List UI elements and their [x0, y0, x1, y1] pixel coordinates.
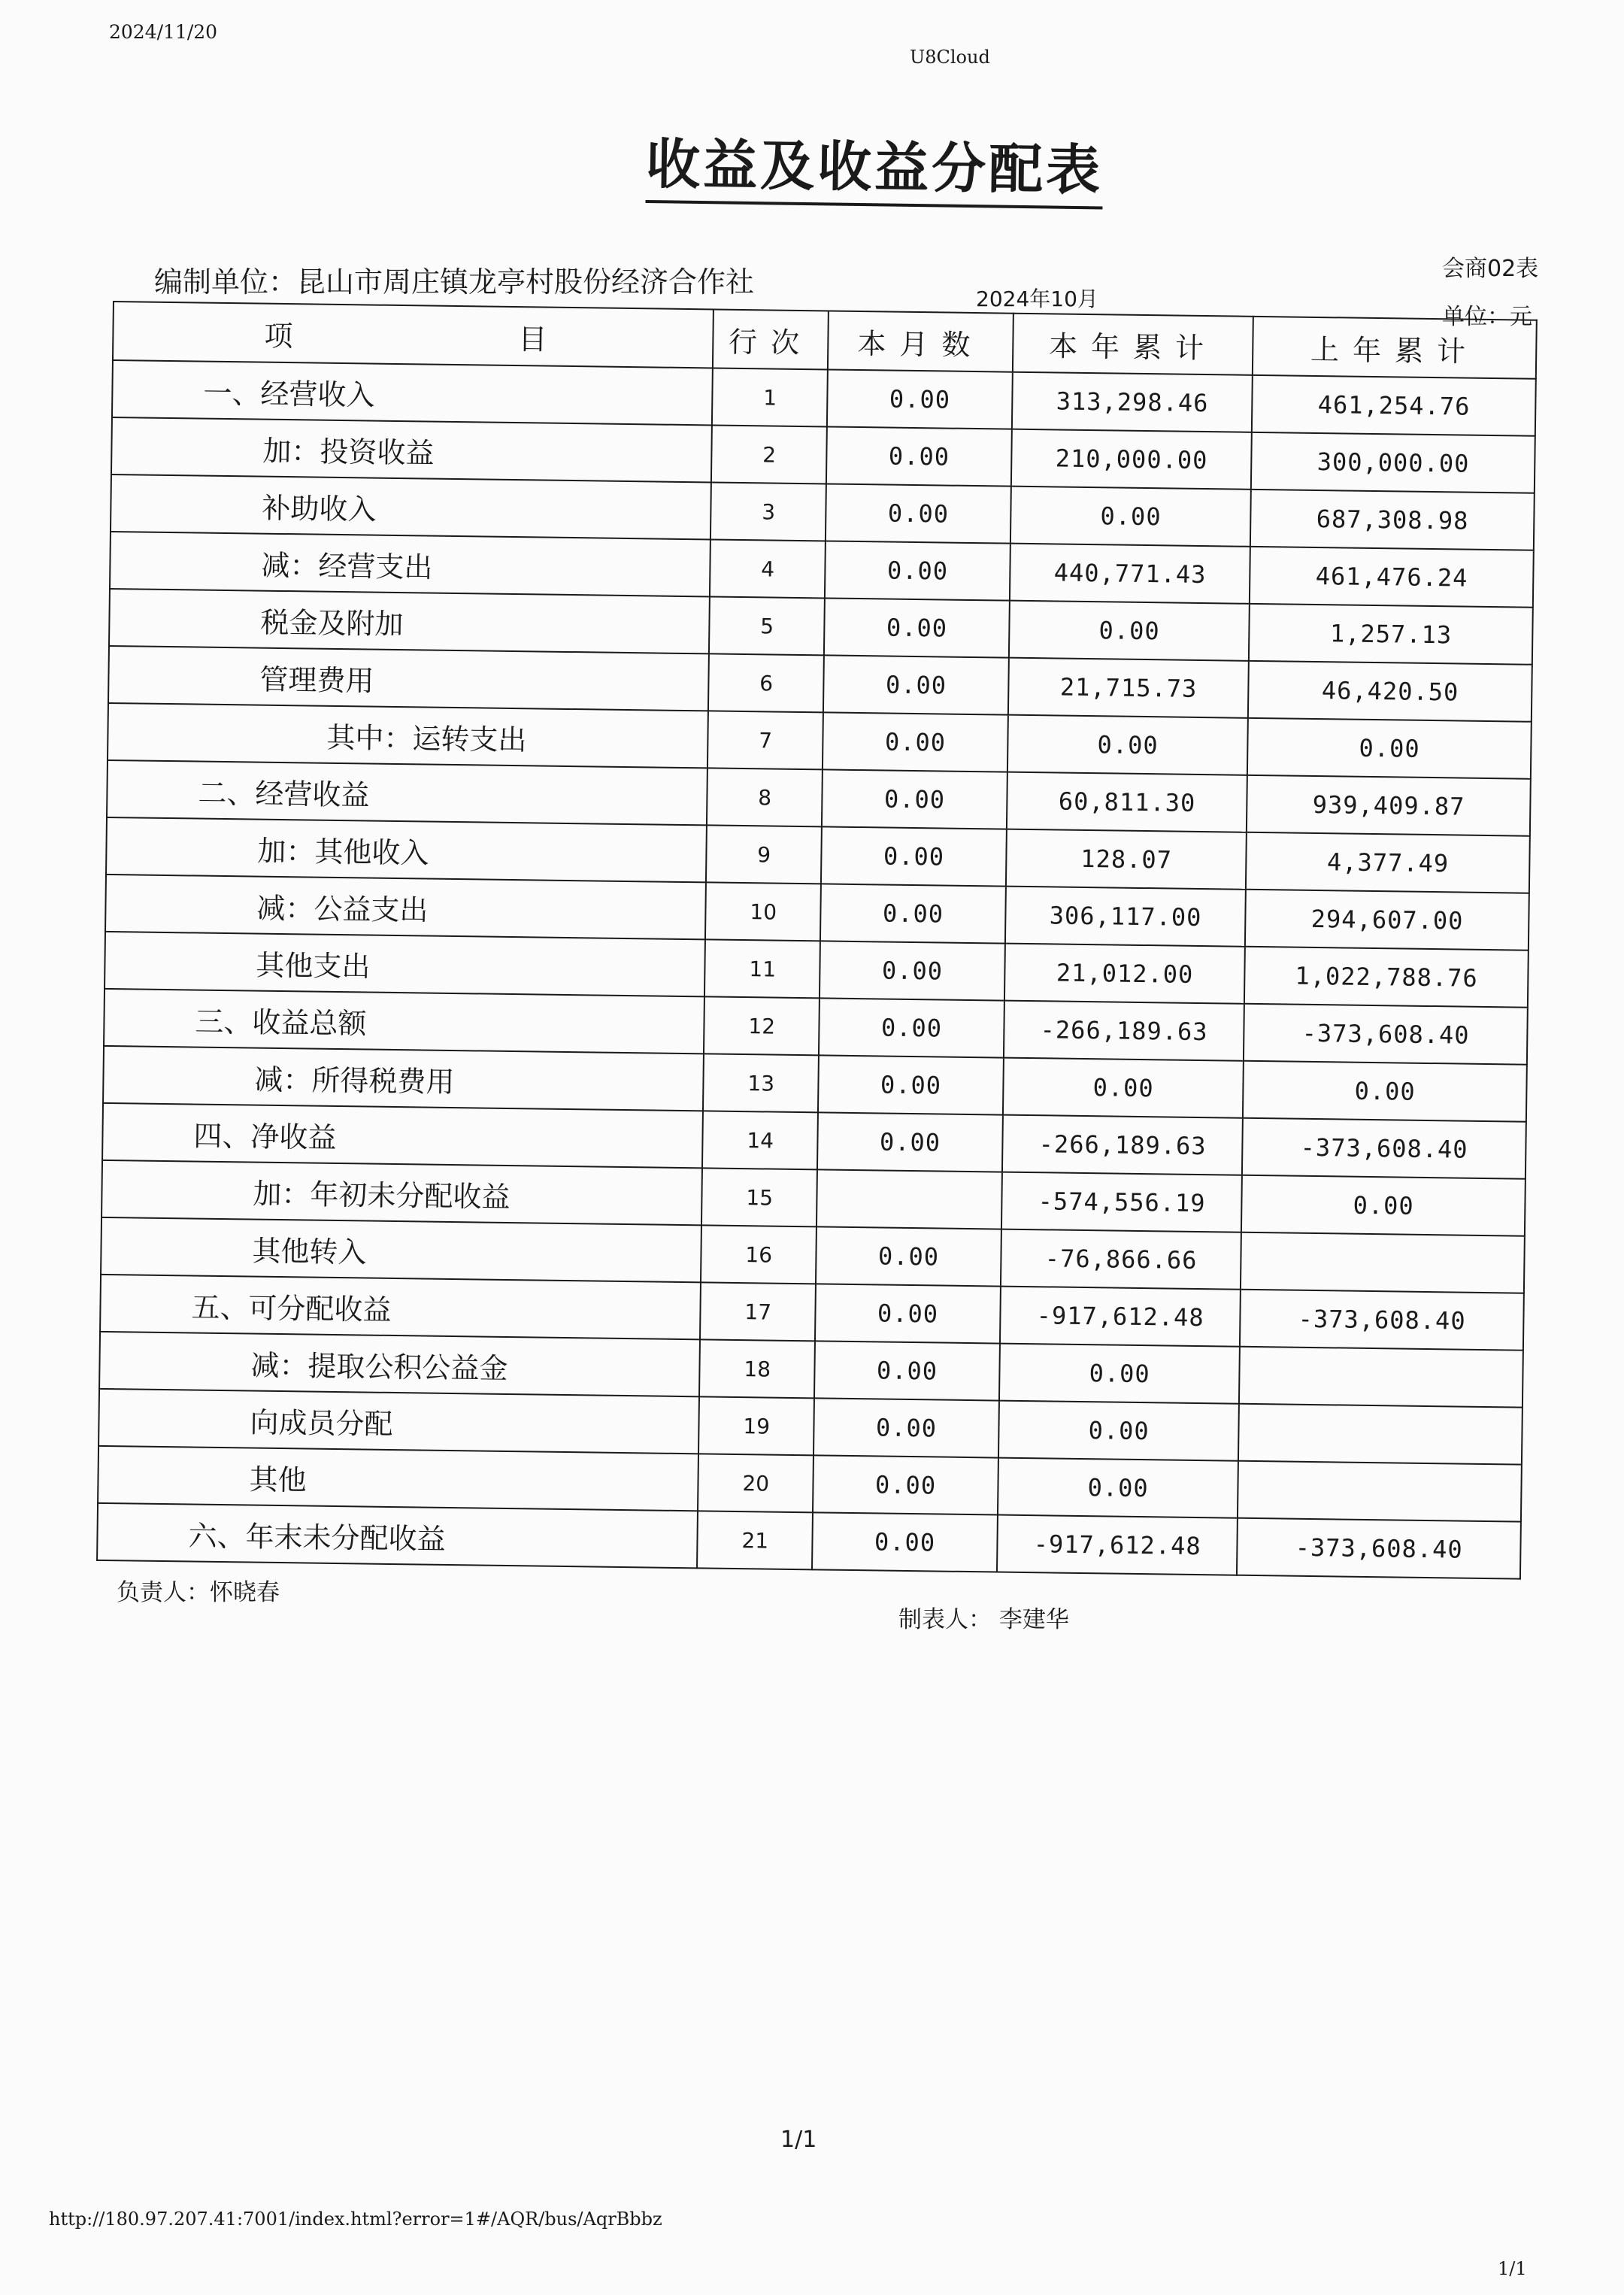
- row-current-month: 0.00: [816, 1226, 1001, 1286]
- row-previous-year: 0.00: [1243, 1061, 1526, 1122]
- row-item-label: 三、收益总额: [104, 989, 704, 1054]
- row-item-label: 四、净收益: [102, 1103, 703, 1168]
- form-code: 会商02表: [1442, 256, 1539, 282]
- row-previous-year: [1241, 1232, 1524, 1293]
- row-item-label: 减：所得税费用: [103, 1046, 704, 1111]
- row-current-month: 0.00: [822, 769, 1007, 829]
- row-item-label: 减：经营支出: [110, 532, 710, 596]
- row-item-label: 其中：运转支出: [108, 703, 708, 768]
- row-current-month: 0.00: [820, 941, 1005, 1000]
- row-previous-year: [1238, 1404, 1522, 1465]
- row-current-month: 0.00: [820, 884, 1006, 943]
- row-previous-year: [1238, 1461, 1521, 1522]
- row-line-number: 15: [701, 1168, 817, 1226]
- row-year-to-date: -266,189.63: [1002, 1115, 1243, 1175]
- row-line-number: 11: [704, 939, 820, 998]
- row-year-to-date: 0.00: [1007, 715, 1248, 775]
- statement-sheet: [96, 301, 1538, 1580]
- row-previous-year: 939,409.87: [1247, 775, 1530, 836]
- row-year-to-date: -917,612.48: [1000, 1287, 1241, 1347]
- page-url: http://180.97.207.41:7001/index.html?error=1#/AQR/bus/AqrBbbz: [49, 2209, 662, 2230]
- currency-unit: 单位：元: [1442, 304, 1532, 330]
- row-year-to-date: 0.00: [998, 1401, 1239, 1461]
- row-previous-year: 1,257.13: [1249, 604, 1532, 665]
- row-line-number: 19: [698, 1396, 814, 1455]
- organization: 编制单位：昆山市周庄镇龙亭村股份经济合作社: [154, 265, 755, 299]
- row-previous-year: 0.00: [1247, 718, 1531, 779]
- row-previous-year: -373,608.40: [1237, 1518, 1520, 1579]
- row-line-number: 7: [707, 711, 823, 769]
- row-item-label: 加：其他收入: [106, 817, 707, 882]
- row-item-label: 一、经营收入: [112, 360, 713, 425]
- row-previous-year: 461,254.76: [1252, 375, 1535, 436]
- report-title: 收益及收益分配表: [645, 120, 1103, 209]
- preparer: 制表人： 李建华: [898, 1606, 1069, 1633]
- row-line-number: 14: [702, 1111, 818, 1169]
- row-current-month: 0.00: [813, 1455, 998, 1514]
- table-body: [97, 360, 1536, 1579]
- header-item-char-1: 项: [264, 319, 293, 353]
- row-current-month: 0.00: [825, 541, 1010, 600]
- row-current-month: 0.00: [817, 1112, 1003, 1172]
- row-item-label: 税金及附加: [109, 589, 710, 653]
- row-previous-year: 294,607.00: [1245, 890, 1529, 950]
- app-name: U8Cloud: [910, 47, 990, 68]
- row-line-number: 4: [710, 539, 826, 598]
- row-line-number: 12: [704, 996, 820, 1055]
- row-item-label: 向成员分配: [98, 1389, 699, 1454]
- row-year-to-date: 0.00: [1009, 601, 1250, 661]
- row-current-month: 0.00: [815, 1284, 1001, 1343]
- row-line-number: 5: [709, 596, 825, 655]
- row-item-label: 减：提取公积公益金: [99, 1332, 700, 1396]
- row-current-month: 0.00: [812, 1512, 998, 1572]
- row-line-number: 13: [703, 1054, 819, 1112]
- row-current-month: 0.00: [821, 826, 1007, 886]
- responsible-person: 负责人：怀晓春: [117, 1579, 280, 1606]
- row-item-label: 减：公益支出: [105, 875, 706, 939]
- row-current-month: 0.00: [814, 1398, 999, 1457]
- row-line-number: 3: [710, 482, 826, 541]
- row-year-to-date: 0.00: [1010, 487, 1251, 547]
- row-previous-year: -373,608.40: [1244, 1004, 1527, 1065]
- row-item-label: 其他: [98, 1446, 698, 1511]
- row-line-number: 10: [705, 882, 821, 941]
- page-counter: 1/1: [1498, 2258, 1527, 2279]
- row-line-number: 8: [707, 768, 823, 826]
- row-year-to-date: 0.00: [1003, 1058, 1244, 1118]
- row-previous-year: 461,476.24: [1250, 547, 1533, 608]
- header-prev-year: 上年累计: [1253, 317, 1537, 379]
- page-number: 1/1: [780, 2127, 817, 2153]
- header-item-char-2: 目: [518, 322, 547, 356]
- row-item-label: 二、经营收益: [107, 760, 707, 825]
- row-year-to-date: -574,556.19: [1001, 1172, 1242, 1232]
- row-item-label: 六、年末未分配收益: [97, 1503, 698, 1568]
- row-year-to-date: 21,012.00: [1004, 944, 1245, 1004]
- row-current-month: 0.00: [818, 1055, 1004, 1114]
- row-previous-year: -373,608.40: [1240, 1290, 1523, 1351]
- header-ytd: 本年累计: [1013, 314, 1254, 375]
- row-item-label: 其他转入: [101, 1217, 701, 1282]
- row-current-month: 0.00: [823, 712, 1008, 772]
- row-year-to-date: 210,000.00: [1011, 429, 1252, 490]
- row-line-number: 20: [698, 1454, 814, 1512]
- row-line-number: 6: [708, 653, 824, 712]
- row-line-number: 16: [701, 1225, 817, 1284]
- row-current-month: 0.00: [827, 369, 1013, 429]
- row-previous-year: -373,608.40: [1242, 1118, 1526, 1179]
- row-previous-year: 687,308.98: [1250, 490, 1534, 550]
- row-line-number: 2: [711, 425, 827, 484]
- row-previous-year: 1,022,788.76: [1244, 947, 1528, 1008]
- row-item-label: 五、可分配收益: [100, 1275, 701, 1339]
- row-line-number: 1: [712, 368, 828, 426]
- row-current-month: 0.00: [824, 598, 1010, 657]
- row-year-to-date: 440,771.43: [1010, 544, 1250, 604]
- row-previous-year: [1239, 1347, 1522, 1408]
- row-year-to-date: 306,117.00: [1005, 887, 1246, 947]
- row-year-to-date: 0.00: [999, 1344, 1240, 1404]
- income-distribution-table: [96, 301, 1538, 1580]
- row-item-label: 加：年初未分配收益: [102, 1160, 702, 1225]
- row-year-to-date: 60,811.30: [1007, 772, 1247, 832]
- row-item-label: 管理费用: [108, 646, 709, 711]
- row-year-to-date: 0.00: [998, 1458, 1238, 1518]
- row-previous-year: 0.00: [1241, 1175, 1525, 1236]
- row-current-month: 0.00: [823, 655, 1009, 714]
- row-current-month: 0.00: [826, 484, 1011, 543]
- row-year-to-date: 128.07: [1006, 829, 1247, 890]
- print-date: 2024/11/20: [109, 21, 218, 43]
- row-year-to-date: 21,715.73: [1008, 658, 1249, 718]
- row-current-month: [817, 1169, 1002, 1229]
- row-current-month: 0.00: [826, 426, 1012, 486]
- header-current-month: 本月数: [828, 311, 1013, 371]
- row-line-number: 21: [697, 1511, 813, 1569]
- report-period: 2024年10月: [976, 286, 1098, 311]
- row-year-to-date: 313,298.46: [1012, 372, 1253, 432]
- row-item-label: 补助收入: [111, 474, 711, 539]
- row-year-to-date: -266,189.63: [1004, 1001, 1244, 1061]
- row-current-month: 0.00: [814, 1341, 1000, 1400]
- row-line-number: 17: [700, 1282, 816, 1341]
- row-previous-year: 4,377.49: [1246, 832, 1529, 893]
- row-current-month: 0.00: [819, 998, 1004, 1057]
- row-previous-year: 46,420.50: [1248, 661, 1532, 722]
- row-line-number: 9: [706, 825, 822, 884]
- row-item-label: 其他支出: [105, 932, 705, 996]
- row-previous-year: 300,000.00: [1251, 432, 1535, 493]
- row-year-to-date: -76,866.66: [1001, 1229, 1241, 1290]
- header-line-no: 行次: [713, 309, 829, 369]
- row-line-number: 18: [699, 1339, 815, 1398]
- row-item-label: 加：投资收益: [111, 417, 712, 482]
- header-item: [113, 302, 714, 368]
- row-year-to-date: -917,612.48: [997, 1515, 1238, 1575]
